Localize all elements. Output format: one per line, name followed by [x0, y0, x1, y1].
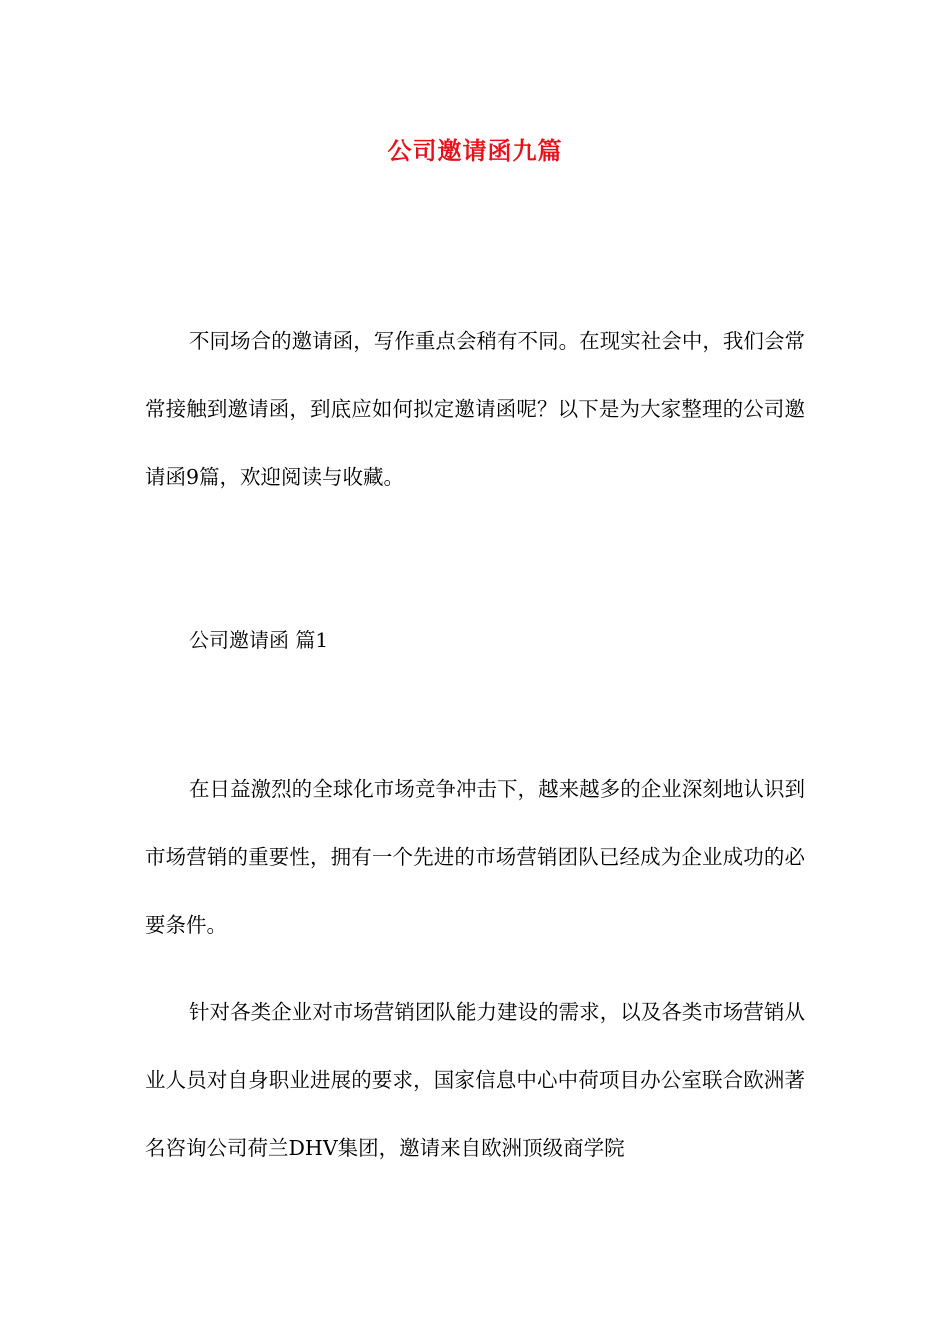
body-paragraph: 在日益激烈的全球化市场竞争冲击下，越来越多的企业深刻地认识到市场营销的重要性，拥有一个先进的市场营销团队已经成为企业成功的必要条件。 — [145, 777, 805, 937]
document-title: 公司邀请函九篇 — [387, 136, 563, 165]
section-heading: 公司邀请函 篇1 — [189, 628, 329, 652]
intro-paragraph: 不同场合的邀请函，写作重点会稍有不同。在现实社会中，我们会常常接触到邀请函，到底应如何拟定邀请函呢？以下是为大家整理的公司邀请函9篇，欢迎阅读与收藏。 — [145, 329, 805, 489]
body-paragraph: 针对各类企业对市场营销团队能力建设的需求，以及各类市场营销从业人员对自身职业进展的要求，国家信息中心中荷项目办公室联合欧洲著名咨询公司荷兰DHV集团，邀请来自欧洲顶级商学院 — [145, 1000, 805, 1160]
